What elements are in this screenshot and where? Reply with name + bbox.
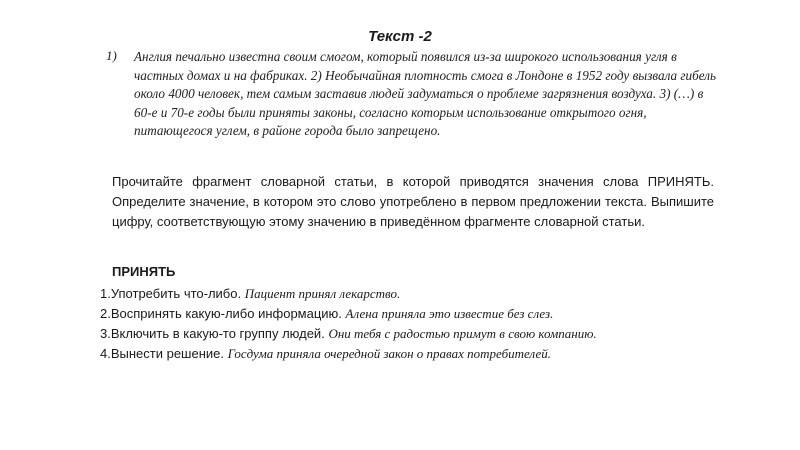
definition-item [100,324,740,344]
passage-number: 1) [106,48,117,63]
definition-example: Госдума приняла очередной закон о правах потребителей. [227,346,551,361]
definition-meaning: Употребить что-либо. [110,286,242,301]
definition-marker: 1. [100,286,111,301]
definition-item [100,304,740,324]
definition-item [100,344,740,364]
definition-marker: 3. [100,326,111,341]
passage-text: Англия печально известна своим смогом, который появился из-за широкого использования угля в частных домах и на фабриках. 2) Необычайная плотность смога в Лондоне в 1952 году вызвала гибель около 4000 человек, тем самым заставив людей задуматься о проблеме загрязнения воздуха. 3) (…) в 60-е и 70-е годы были приняты законы, согласно которым использование открытого огня, питающегося углем, в районе города было запрещено. [134,49,717,138]
definition-meaning: Воспринять какую-либо информацию. [110,306,342,321]
task-instructions: Прочитайте фрагмент словарной статьи, в которой приводятся значения слова ПРИНЯТЬ. Определите значение, в котором это слово употреблено в первом предложении текста. Выпишите цифру, соответствующую этому значению в приведённом фрагменте словарной статьи. [112,174,714,229]
definition-example: Пациент принял лекарство. [244,286,401,301]
dictionary-entry-heading: ПРИНЯТЬ [112,264,176,279]
definition-meaning: Вынести решение. [110,346,224,361]
definition-meaning: Включить в какую-то группу людей. [110,326,325,341]
definition-example: Они тебя с радостью примут в свою компанию. [328,326,597,341]
definition-example: Алена приняла это известие без слез. [345,306,554,321]
definition-marker: 4. [100,346,111,361]
text-title: Текст -2 [368,28,432,45]
passage [106,48,718,141]
definition-item [100,284,740,304]
definition-marker: 2. [100,306,111,321]
definition-list [100,284,740,364]
